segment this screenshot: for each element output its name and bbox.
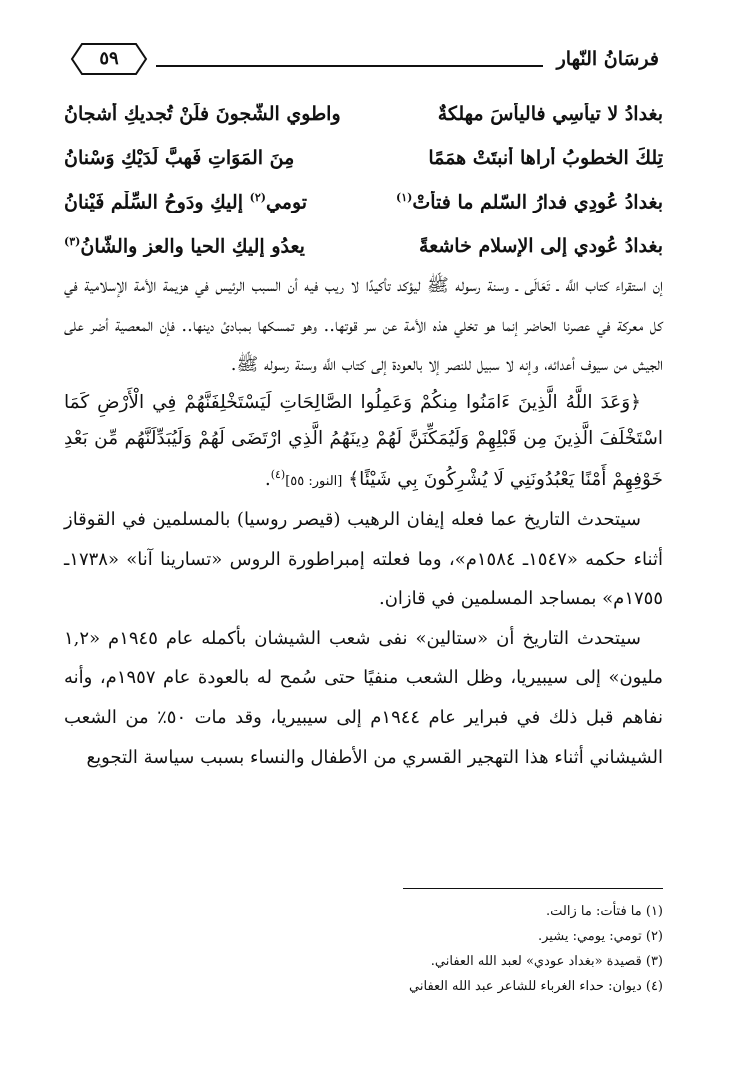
page-header <box>70 40 659 80</box>
paragraph: سيتحدث التاريخ أن «ستالين» نفى شعب الشيشان بأكمله عام ١٩٤٥م «١,٢ مليون» إلى سيبيريا، وظل الشعب منفيًا حتى سُمح له بالعودة عام ١٩٥٧م، وأنه نفاهم قبل ذلك في فبراير عام ١٩٤٤م إلى سيبيريا، وقد مات ٥٠٪ من الشعب الشيشاني أثناء هذا التهجير القسري من الأطفال والنساء بسبب سياسة التجويع <box>64 627 664 768</box>
footnote-marker[interactable]: (٤) <box>270 467 286 481</box>
quran-text: ﴿وَعَدَ اللَّهُ الَّذِينَ ءَامَنُوا مِنكُمْ وَعَمِلُوا الصَّالِحَاتِ لَيَسْتَخْلِفَنَّهُمْ فِي الْأَرْضِ كَمَا اسْتَخْلَفَ الَّذِينَ مِن قَبْلِهِمْ وَلَيُمَكِّنَنَّ لَهُمْ دِينَهُمُ الَّذِي ارْتَضَى لَهُمْ وَلَيُبَدِّلَنَّهُم مِّن بَعْدِ خَوْفِهِمْ أَمْنًا يَعْبُدُونَنِي لَا يُشْرِكُونَ بِي شَيْئًا﴾ <box>64 391 663 490</box>
poem-verse <box>64 180 663 224</box>
paragraph: إن استقراء كتاب اللَّه ـ تَعَالَى ـ وسنة رسوله ﷺ ليؤكد تأكيدًا لا ريب فيه أن السبب الرئيس في هزيمة الأمة الإسلامية في كل معركة في عصرنا الحاضر إنما هو تخلي هذه الأمة عن سر قوتها.. وهو تمسكها بمبادئ دينها.. فإن المعصية أضر على الجيش من سيوف أعدائه، وإنه لا سبيل للنصر إلا بالعودة إلى كتاب اللَّه وسنة رسوله ﷺ. <box>64 275 663 376</box>
poem-verse <box>64 136 663 180</box>
verse-text: بغدادُ عُودِي فدارُ السّلم ما فتأتْ <box>412 191 663 214</box>
footnote-marker[interactable]: (٣) <box>64 234 81 248</box>
footnote: (٤) ديوان: حداء الغرباء للشاعر عبد الله العفاني <box>409 979 663 994</box>
verse-first-hemistich: تِلكَ الخطوبُ أراها أنبتَتْ همَمًا <box>428 147 663 169</box>
quran-end: . <box>264 468 271 490</box>
footnotes <box>300 899 663 999</box>
poem-verse <box>64 92 663 136</box>
poem <box>64 92 663 268</box>
verse-first-hemistich: بغدادُ لا تيأسِي فاليأسَ مهلكةٌ <box>437 103 663 125</box>
verse-second-hemistich <box>64 235 364 257</box>
poem-verse <box>64 224 663 268</box>
running-title: فرسَانُ النّهار <box>556 48 659 70</box>
footnote: (٢) تومي: يومي: يشير. <box>538 929 663 944</box>
verse-second-hemistich <box>64 191 364 213</box>
verse-first-hemistich: بغدادُ عُودي إلى الإسلام خاشعةً <box>419 235 663 257</box>
verse-second-hemistich: واطوي الشُّجونَ فلَنْ تُجديكِ أشجانُ <box>64 103 341 125</box>
verse-text: تومي <box>265 191 308 214</box>
footnote-separator <box>403 888 663 889</box>
header-rule <box>156 65 543 67</box>
page-number: ٥٩ <box>99 48 119 69</box>
footnote: (٣) قصيدة «بغداد عودي» لعبد الله العفاني. <box>430 954 663 969</box>
quran-reference: [النور: ٥٥] <box>285 473 343 489</box>
footnote-marker[interactable]: (٢) <box>249 190 266 204</box>
verse-second-hemistich: مِنَ المَوَاتِ فَهبَّ لَدَيْكِ وَسْنانُ <box>64 147 295 169</box>
verse-text: إليكِ ودَوحُ السِّلْمِ فَيْنانُ <box>64 191 250 214</box>
footnote-marker[interactable]: (١) <box>395 190 413 204</box>
verse-text: يعدُو إليكِ الحيا والعز والشّانُ <box>80 235 305 258</box>
body-text <box>64 266 663 777</box>
quran-verse <box>64 385 663 500</box>
page-number-frame <box>70 42 148 76</box>
verse-first-hemistich <box>364 191 664 213</box>
footnote: (١) ما فتأت: ما زالت. <box>546 904 663 919</box>
paragraph: سيتحدث التاريخ عما فعله إيفان الرهيب (قيصر روسيا) بالمسلمين في القوقاز أثناء حكمه «١٥٤٧ـ ١٥٨٤م»، وما فعلته إمبراطورة الروس «تسارينا آنا» «١٧٣٨ـ ١٧٥٥م» بمساجد المسلمين في قازان. <box>64 508 663 610</box>
